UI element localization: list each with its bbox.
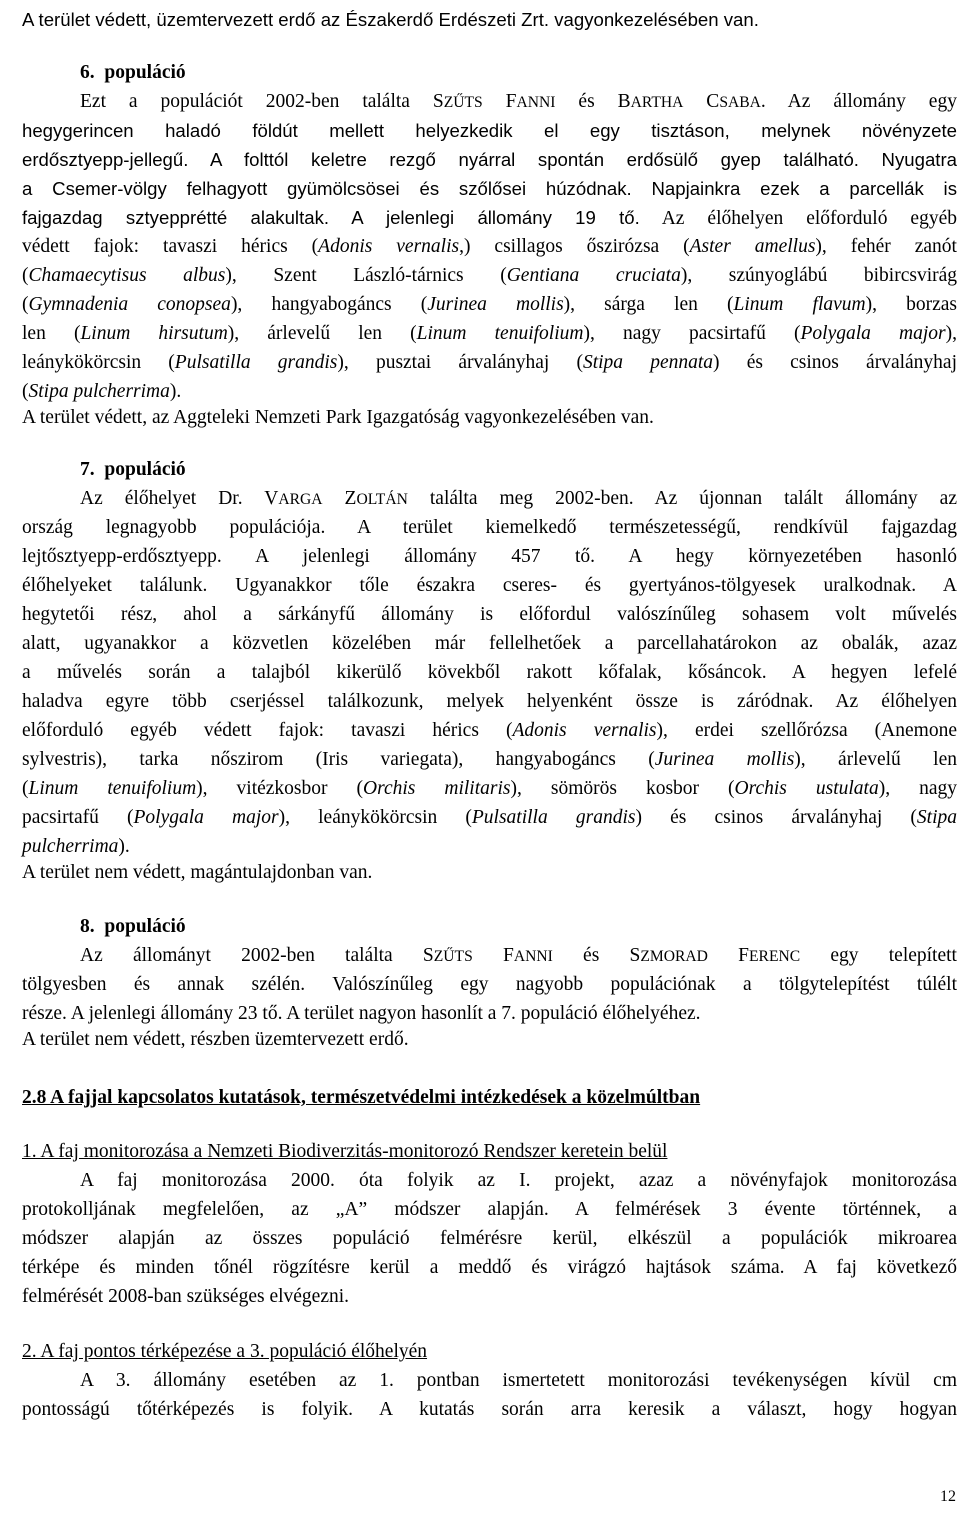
sub2-title: 2. A faj pontos térképezése a 3. populáció élőhelyén <box>22 1341 428 1362</box>
pop6-line-4: a Csemer-völgy felhagyott gyümölcsösei és szőlősei húzódnak. Napjainkra ezek a parcellák is <box>22 178 957 199</box>
sub1-title: 1. A faj monitorozása a Nemzeti Biodiverzitás-monitorozó Rendszer keretein belül <box>22 1141 668 1162</box>
pop7-line-14: A terület nem védett, magántulajdonban van. <box>22 862 373 883</box>
pop7-line-8: haladva egyre több cserjéssel találkozunk, melyek helyenként össze is záródnak. Az élőhelyen <box>22 691 957 712</box>
pop7-line-3: lejtősztyepp-erdősztyepp. A jelenlegi állomány 457 tő. A hegy környezetében hasonló <box>22 546 957 567</box>
pop6-line-5: fajgazdag sztyepprétté alakultak. A jelenlegi állomány 19 tő. Az élőhelyen előforduló egyéb <box>22 207 957 229</box>
pop8-line-3: része. A jelenlegi állomány 23 tő. A terület nagyon hasonlít a 7. populáció élőhelyéhez. <box>22 1003 701 1024</box>
pop6-line-1: Ezt a populációt 2002-ben találta SZŰTS FANNI és BARTHA CSABA. Az állomány egy <box>80 91 957 112</box>
pop6-line-7: (Chamaecytisus albus), Szent László-tárnics (Gentiana cruciata), szúnyoglábú bibircsvirág <box>22 265 958 286</box>
pop8-line-4: A terület nem védett, részben üzemtervezett erdő. <box>22 1029 409 1050</box>
sub1-line-1: A faj monitorozása 2000. óta folyik az I. projekt, azaz a növényfajok monitorozása <box>80 1170 957 1191</box>
sub1-line-3: módszer alapján az összes populáció felmérésre kerül, elkészül a populációk mikroarea <box>22 1228 957 1249</box>
pop8-heading: 8. populáció <box>80 916 186 937</box>
pop7-line-10: sylvestris), tarka nőszirom (Iris variegata), hangyabogáncs (Jurinea mollis), árlevelű len <box>22 749 957 770</box>
pop6-line-8: (Gymnadenia conopsea), hangyabogáncs (Jurinea mollis), sárga len (Linum flavum), borzas <box>22 294 958 315</box>
intro-line: A terület védett, üzemtervezett erdő az Északerdő Erdészeti Zrt. vagyonkezelésében van. <box>22 9 759 30</box>
pop7-line-4: élőhelyeket találunk. Ugyanakkor tőle északra cseres- és gyertyános-tölgyesek uralkodnak. A <box>22 575 957 596</box>
pop6-line-3: erdősztyepp-jellegű. A folttól keletre rezgő nyárral spontán erdősülő gyep található. Nyugatra <box>22 149 957 170</box>
pop6-line-12: A terület védett, az Aggteleki Nemzeti Park Igazgatóság vagyonkezelésében van. <box>22 407 654 428</box>
pop8-line-2: tölgyesben és annak szélén. Valószínűleg egy nagyobb populációnak a tölgytelepítést túlélt <box>22 974 957 995</box>
pop7-line-9: előforduló egyéb védett fajok: tavaszi hérics (Adonis vernalis), erdei szellőrózsa (Anemone <box>22 720 957 741</box>
pop7-line-7: a művelés során a talajból kikerülő kövekből rakott kőfalak, kősáncok. A hegyen lefelé <box>22 662 957 683</box>
sub1-line-5: felmérését 2008-ban szükséges elvégezni. <box>22 1286 350 1307</box>
pop6-line-2: hegygerincen haladó földút mellett helyezkedik el egy tisztáson, melynek növényzete <box>22 120 957 141</box>
section-title: 2.8 A fajjal kapcsolatos kutatások, természetvédelmi intézkedések a közelmúltban <box>22 1087 701 1108</box>
pop7-line-11: (Linum tenuifolium), vitézkosbor (Orchis militaris), sömörös kosbor (Orchis ustulata), nagy <box>22 778 957 799</box>
sub2-line-1: A 3. állomány esetében az 1. pontban ismertetett monitorozási tevékenységen kívül cm <box>80 1370 957 1391</box>
pop7-heading: 7. populáció <box>80 459 186 480</box>
pop7-line-5: hegytetői rész, ahol a sárkányfű állomány is előfordul valószínűleg sohasem volt művelés <box>22 604 957 625</box>
pop7-line-1: Az élőhelyet Dr. VARGA ZOLTÁN találta meg 2002-ben. Az újonnan talált állomány az <box>80 488 957 509</box>
sub2-line-2: pontosságú tőtérképezés is folyik. A kutatás során arra keresik a választ, hogy hogyan <box>22 1399 957 1420</box>
sub1-line-2: protokolljának megfelelően, az „A” módszer alapján. A felmérések 3 évente történnek, a <box>22 1199 957 1220</box>
page-number: 12 <box>940 1488 956 1505</box>
pop6-line-6: védett fajok: tavaszi hérics (Adonis vernalis,) csillagos őszirózsa (Aster amellus), fehér zanót <box>22 236 957 257</box>
pop6-line-10: leánykökörcsin (Pulsatilla grandis), pusztai árvalányhaj (Stipa pennata) és csinos árvalányhaj <box>22 352 957 373</box>
pop7-line-6: alatt, ugyanakkor a közvetlen közelében már fellelhetőek a parcellahatárokon az obalák, azaz <box>22 633 957 654</box>
pop7-line-13: pulcherrima). <box>22 836 130 857</box>
pop6-line-9: len (Linum hirsutum), árlevelű len (Linum tenuifolium), nagy pacsirtafű (Polygala major), <box>22 323 957 344</box>
pop7-line-12: pacsirtafű (Polygala major), leánykökörcsin (Pulsatilla grandis) és csinos árvalányhaj (Stipa <box>22 807 957 828</box>
pop8-line-1: Az állományt 2002-ben találta SZŰTS FANNI és SZMORAD FERENC egy telepített <box>80 945 957 966</box>
pop7-line-2: ország legnagyobb populációja. A terület kiemelkedő természetességű, rendkívül fajgazdag <box>22 517 957 538</box>
sub1-line-4: térképe és minden tőnél rögzítésre kerül a meddő és virágzó hajtások száma. A faj következő <box>22 1257 957 1278</box>
pop6-heading: 6. populáció <box>80 62 186 83</box>
pop6-line-11: (Stipa pulcherrima). <box>22 381 182 402</box>
